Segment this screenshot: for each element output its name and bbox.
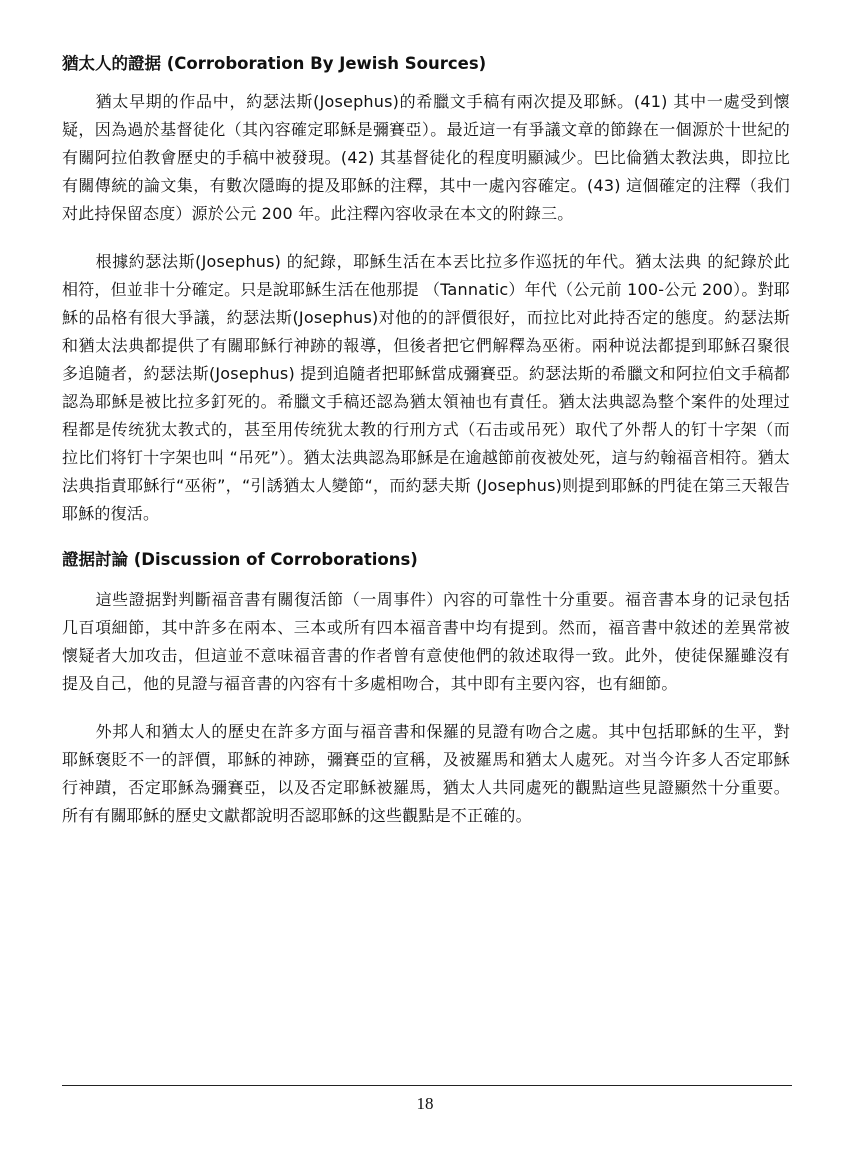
document-page (62, 52, 790, 830)
paragraph: 外邦人和猶太人的歷史在許多方面与福音書和保羅的見證有吻合之處。其中包括耶穌的生平，對耶穌褒貶不一的評價，耶穌的神跡，彌賽亞的宣稱，及被羅馬和猶太人處死。对当今许多人否定耶穌行神蹟，否定耶穌為彌賽亞，以及否定耶穌被羅馬，猶太人共同處死的觀點這些見證顯然十分重要。所有有關耶穌的歷史文獻都說明否認耶穌的这些觀點是不正確的。 (62, 722, 790, 825)
section-discussion (62, 548, 790, 830)
paragraph: 這些證据對判斷福音書有關復活節（一周事件）內容的可靠性十分重要。福音書本身的记录包括几百項細節，其中許多在兩本、三本或所有四本福音書中均有提到。然而，福音書中敘述的差異常被懷疑者大加攻击，但這並不意味福音書的作者曾有意使他們的敘述取得一致。此外，使徒保羅雖沒有提及自己，他的見證与福音書的內容有十多處相吻合，其中即有主要內容，也有細節。 (62, 590, 790, 693)
page-number: 18 (416, 1094, 434, 1113)
paragraph: 猶太早期的作品中，約瑟法斯(Josephus)的希臘文手稿有兩次提及耶穌。(41) 其中一處受到懷疑，因為過於基督徒化（其內容確定耶穌是彌賽亞）。最近這一有爭議文章的節錄在一個源於十世紀的有關阿拉伯教會歷史的手稿中被發現。(42) 其基督徒化的程度明顯減少。巴比倫猶太教法典，即拉比有關傳統的論文集，有數次隱晦的提及耶穌的注釋，其中一處內容確定。(43) 這個確定的注釋（我们对此持保留态度）源於公元 200 年。此注釋內容收录在本文的附錄三。 (62, 92, 790, 223)
footer-divider (62, 1085, 792, 1086)
paragraph: 根據約瑟法斯(Josephus) 的紀錄，耶穌生活在本丟比拉多作巡抚的年代。猶太法典 的紀錄於此相符，但並非十分確定。只是說耶穌生活在他那提 （Tannatic）年代（公元前 100-公元 200）。對耶穌的品格有很大爭議，約瑟法斯(Josephus)对他的的評價很好，而拉比对此持否定的態度。約瑟法斯和猶太法典都提供了有關耶穌行神跡的報導，但後者把它們解釋為巫術。兩种说法都提到耶穌召聚很多追隨者，約瑟法斯(Josephus) 提到追隨者把耶穌當成彌賽亞。約瑟法斯的希臘文和阿拉伯文手稿都認為耶穌是被比拉多釘死的。希臘文手稿还認為猶太領袖也有責任。猶太法典認為整个案件的处理过程都是传统犹太教式的，甚至用传统犹太教的行刑方式（石击或吊死）取代了外帮人的钉十字架（而拉比们将钉十字架也叫 “吊死”）。猶太法典認為耶穌是在逾越節前夜被处死，這与約翰福音相符。猶太法典指責耶穌行“巫術”，“引誘猶太人變節“，而約瑟夫斯 (Josephus)则提到耶穌的門徒在第三天報告耶穌的復活。 (62, 252, 790, 523)
section-heading: 證据討論 (Discussion of Corroborations) (62, 550, 418, 569)
section-jewish-sources (62, 52, 790, 528)
section-heading: 猶太人的證据 (Corroboration By Jewish Sources) (62, 54, 487, 73)
